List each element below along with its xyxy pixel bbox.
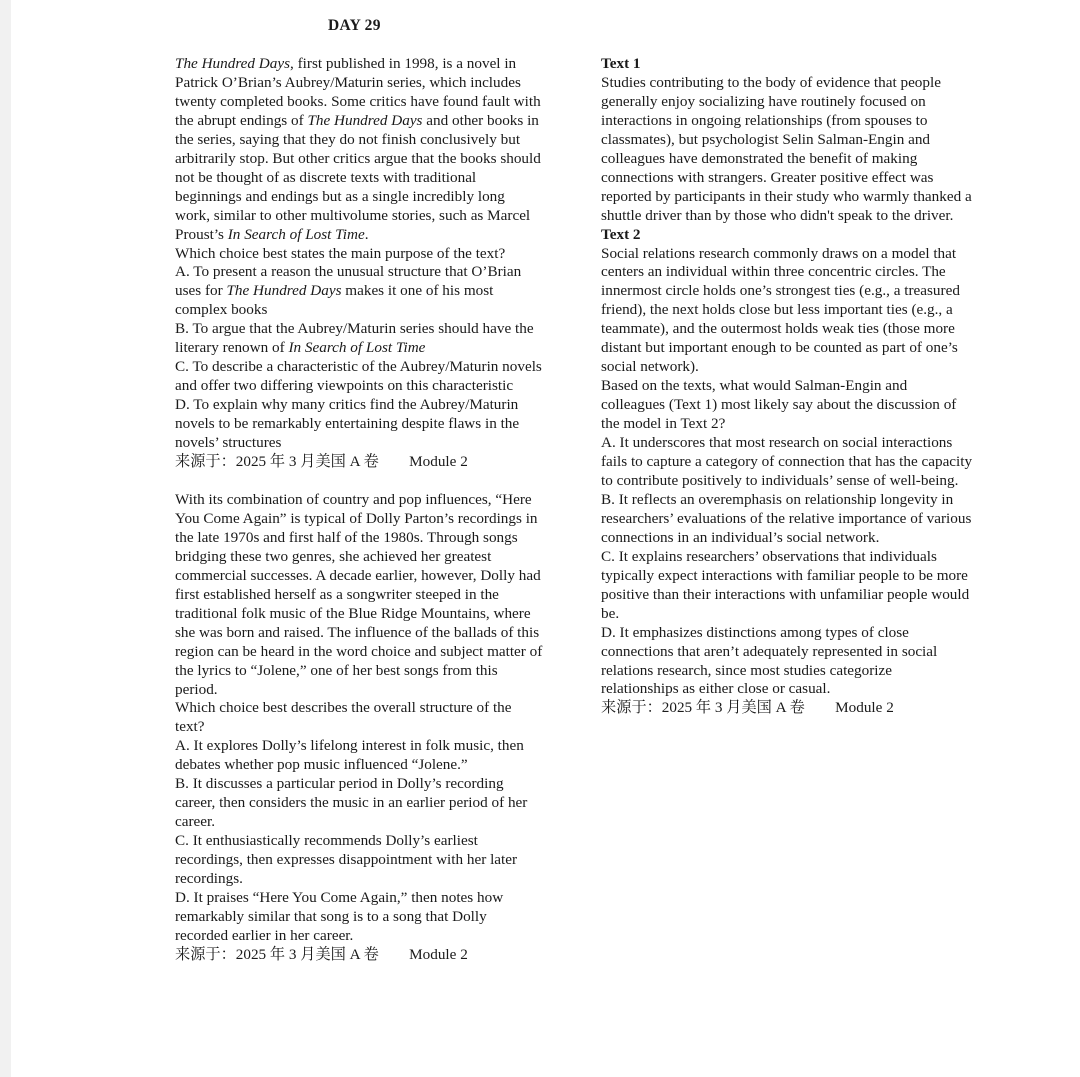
text-run: C. To describe a characteristic of the Aubrey/Maturin novels and offer two differing viewpoints on this characteristic: [175, 358, 542, 395]
left-column: [175, 55, 543, 965]
italic-title-run: The Hundred Days: [226, 282, 342, 300]
q1-choice-c: [175, 358, 543, 396]
q3-choice-a: A. It underscores that most research on social interactions fails to capture a category of connection that has the capacity to contribute positively to individuals’ sense of well-being.: [601, 434, 973, 489]
text2-passage: Social relations research commonly draws on a model that centers an individual within three concentric circles. The innermost circle holds one’s strongest ties (e.g., a treasured friend), the next holds close but less important ties (e.g., a teammate), and the outermost holds weak ties (those more distant but important enough to be counted as part of one’s social network).: [601, 244, 960, 376]
text-run: D. To explain why many critics find the Aubrey/Maturin novels to be remarkably entertaining despite flaws in the novels’ structures: [175, 396, 520, 452]
q3-question: Based on the texts, what would Salman-Engin and colleagues (Text 1) most likely say about the discussion of the model in Text 2?: [601, 377, 957, 433]
q1-source: 来源于：2025 年 3 月美国 A 卷 Module 2: [175, 453, 468, 471]
text-run: B. To argue that the Aubrey/Maturin series should have the literary renown of: [175, 320, 534, 357]
q2-choice-d: D. It praises “Here You Come Again,” then notes how remarkably similar that song is to a song that Dolly recorded earlier in her career.: [175, 888, 504, 944]
italic-title-run: In Search of Lost Time: [227, 225, 365, 243]
question-block-3: [601, 55, 973, 718]
q1-question: Which choice best states the main purpose of the text?: [175, 244, 506, 262]
right-column: [601, 55, 973, 718]
spacer: [175, 472, 543, 491]
text1-heading: Text 1: [601, 55, 641, 72]
q2-choice-b: B. It discusses a particular period in Dolly’s recording career, then considers the music in an earlier period of her career.: [175, 775, 528, 831]
text-run: and other books in the series, saying that they do not finish conclusively but arbitrarily stop. But other critics argue that the books should not be thought of as discrete texts with traditional beginnings and endings but as a single incredibly long work, similar to other multivolume stories, such as Marcel Proust’s: [175, 111, 541, 243]
text-run: makes it one of his most complex books: [175, 282, 494, 319]
q1-choice-a: [175, 263, 543, 320]
text-run: .: [364, 225, 369, 243]
italic-title-run: The Hundred Days: [175, 55, 291, 72]
q2-passage: With its combination of country and pop influences, “Here You Come Again” is typical of Dolly Parton’s recordings in the late 1970s and first half of the 1980s. Through songs bridging these two genres, she achieved her greatest commercial successes. A decade earlier, however, Dolly had first established herself as a songwriter steeped in the traditional folk music of the Blue Ridge Mountains, where she was born and raised. The influence of the ballads of this region can be heard in the word choice and subject matter of the lyrics to “Jolene,” one of her best songs from this period.: [175, 490, 543, 698]
q3-choice-c: C. It explains researchers’ observations that individuals typically expect interactions with familiar people to be more positive than their interactions with unfamiliar people would be.: [601, 547, 970, 622]
q3-choice-b: B. It reflects an overemphasis on relationship longevity in researchers’ evaluations of the relative importance of various connections in an individual’s social network.: [601, 490, 972, 546]
question-block-1: [175, 55, 543, 472]
q2-choice-c: C. It enthusiastically recommends Dolly’s earliest recordings, then expresses disappointment with her later recordings.: [175, 832, 518, 888]
text1-passage: Studies contributing to the body of evidence that people generally enjoy socializing have routinely focused on interactions in ongoing relationships (from spouses to classmates), but psychologist Selin Salman-Engin and colleagues have demonstrated the benefit of making connections with strangers. Greater positive effect was reported by participants in their study who warmly thanked a shuttle driver than by those who didn't speak to the driver.: [601, 73, 972, 224]
question-block-2: [175, 491, 543, 965]
italic-title-run: The Hundred Days: [307, 111, 423, 129]
viewer-left-rail: [0, 0, 11, 1077]
q1-choice-d: [175, 396, 543, 453]
q2-question: Which choice best describes the overall structure of the text?: [175, 699, 512, 736]
italic-title-run: In Search of Lost Time: [288, 339, 426, 357]
q2-choice-a: A. It explores Dolly’s lifelong interest in folk music, then debates whether pop music influenced “Jolene.”: [175, 737, 524, 774]
q3-source: 来源于：2025 年 3 月美国 A 卷 Module 2: [601, 699, 894, 717]
text2-heading: Text 2: [601, 225, 641, 243]
q3-choice-d: D. It emphasizes distinctions among types of close connections that aren’t adequately represented in social relations research, since most studies categorize relationships as either close or casual.: [601, 623, 938, 698]
q2-source: 来源于：2025 年 3 月美国 A 卷 Module 2: [175, 945, 468, 963]
text-run: , first published in 1998, is a novel in Patrick O’Brian’s Aubrey/Maturin series, which includes twenty completed books. Some critics have found fault with the abrupt endings of: [175, 55, 541, 129]
q1-choice-b: [175, 320, 543, 358]
text-run: A. To present a reason the unusual structure that O’Brian uses for: [175, 263, 522, 300]
q1-passage: [175, 55, 543, 245]
page-title: DAY 29: [328, 17, 381, 34]
